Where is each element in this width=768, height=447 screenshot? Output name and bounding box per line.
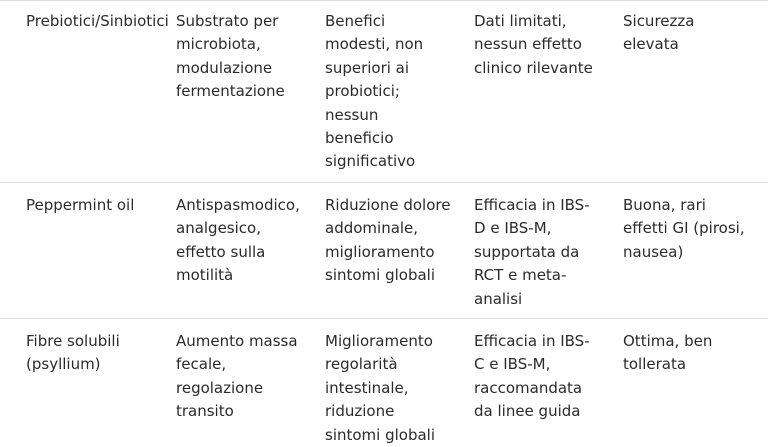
table-row [0,319,768,446]
cell-name: Peppermint oil [26,196,135,214]
cell-evidence: Efficacia in IBS-C e IBS-M, raccomandata da linee guida [474,332,590,421]
cell-evidence: Efficacia in IBS-D e IBS-M, supportata da RCT e meta-analisi [474,196,590,308]
table-row [0,183,768,319]
cell-safety: Ottima, ben tollerata [623,332,713,374]
cell-safety: Sicurezza elevata [623,12,695,54]
cell-mechanism: Substrato per microbiota, modulazione fermentazione [176,12,285,101]
cell-name: Fibre solubili (psyllium) [26,332,120,374]
cell-mechanism: Antispasmodico, analgesico, effetto sulla motilità [176,196,300,285]
cell-safety: Buona, rari effetti GI (pirosi, nausea) [623,196,745,261]
cell-benefits: Riduzione dolore addominale, miglioramento sintomi globali [325,196,451,285]
table-row [0,0,768,183]
cell-mechanism: Aumento massa fecale, regolazione transito [176,332,298,421]
cell-benefits: Miglioramento regolarità intestinale, riduzione sintomi globali [325,332,436,444]
cell-name: Prebiotici/Sinbiotici [26,12,169,30]
cell-benefits: Benefici modesti, non superiori ai probiotici; nessun beneficio significativo [325,12,424,171]
cell-evidence: Dati limitati, nessun effetto clinico rilevante [474,12,593,77]
